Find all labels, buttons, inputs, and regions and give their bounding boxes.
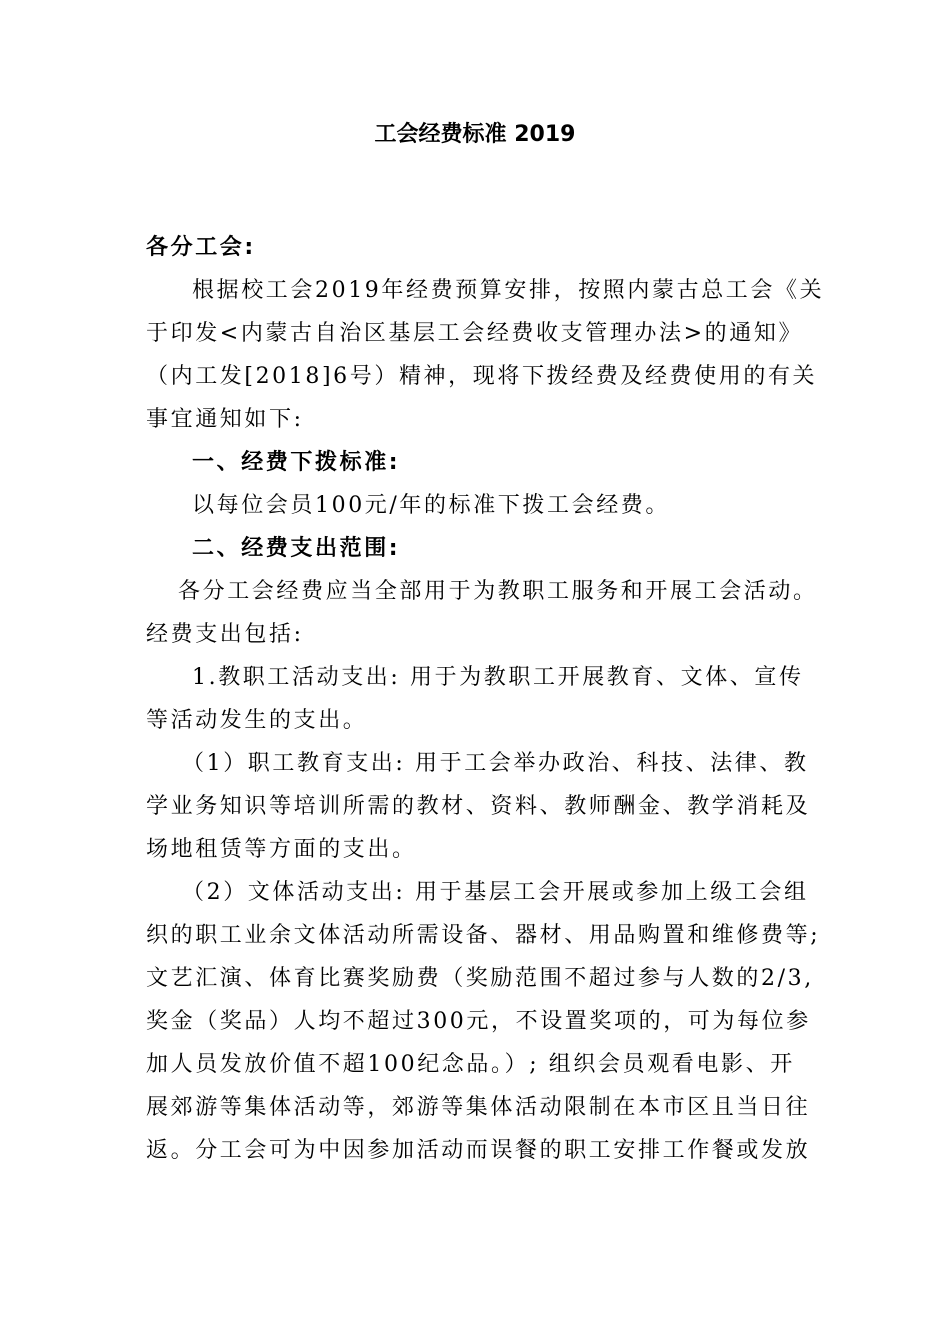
- paragraph-line: 事宜通知如下:: [146, 407, 304, 432]
- paragraph-line: （1）职工教育支出: 用于工会举办政治、科技、法律、教: [182, 751, 809, 776]
- section-heading: 一、经费下拨标准:: [192, 450, 401, 475]
- paragraph-line: 学业务知识等培训所需的教材、资料、教师酬金、教学消耗及: [146, 794, 811, 819]
- paragraph-line: 返。分工会可为中因参加活动而误餐的职工安排工作餐或发放: [146, 1138, 811, 1163]
- paragraph-line: 根据校工会2019年经费预算安排，按照内蒙古总工会《关: [192, 278, 825, 303]
- paragraph-line: 等活动发生的支出。: [146, 708, 368, 733]
- section-heading: 二、经费支出范围:: [192, 536, 401, 561]
- paragraph-line: 加人员发放价值不超100纪念品。）; 组织会员观看电影、开: [146, 1052, 795, 1077]
- paragraph-line: 展郊游等集体活动等，郊游等集体活动限制在本市区且当日往: [146, 1095, 811, 1120]
- paragraph-line: 场地租赁等方面的支出。: [146, 837, 417, 862]
- paragraph-line: 织的职工业余文体活动所需设备、器材、用品购置和维修费等;: [146, 923, 821, 948]
- paragraph-line: 文艺汇演、体育比赛奖励费（奖励范围不超过参与人数的2/3,: [146, 966, 814, 991]
- paragraph-line: 奖金（奖品）人均不超过300元，不设置奖项的，可为每位参: [146, 1009, 811, 1034]
- paragraph-line: （内工发[2018]6号）精神，现将下拨经费及经费使用的有关: [146, 364, 818, 389]
- paragraph-line: 于印发<内蒙古自治区基层工会经费收支管理办法>的通知》: [146, 321, 804, 346]
- paragraph-line: 各分工会经费应当全部用于为教职工服务和开展工会活动。: [178, 579, 818, 604]
- paragraph-line: 经费支出包括:: [146, 622, 304, 647]
- paragraph-line: 以每位会员100元/年的标准下拨工会经费。: [192, 493, 671, 518]
- document-title: 工会经费标准 2019: [374, 122, 576, 147]
- paragraph-line: （2）文体活动支出: 用于基层工会开展或参加上级工会组: [182, 880, 809, 905]
- paragraph-line: 1.教职工活动支出: 用于为教职工开展教育、文体、宣传: [192, 665, 804, 690]
- salutation: 各分工会:: [146, 235, 256, 260]
